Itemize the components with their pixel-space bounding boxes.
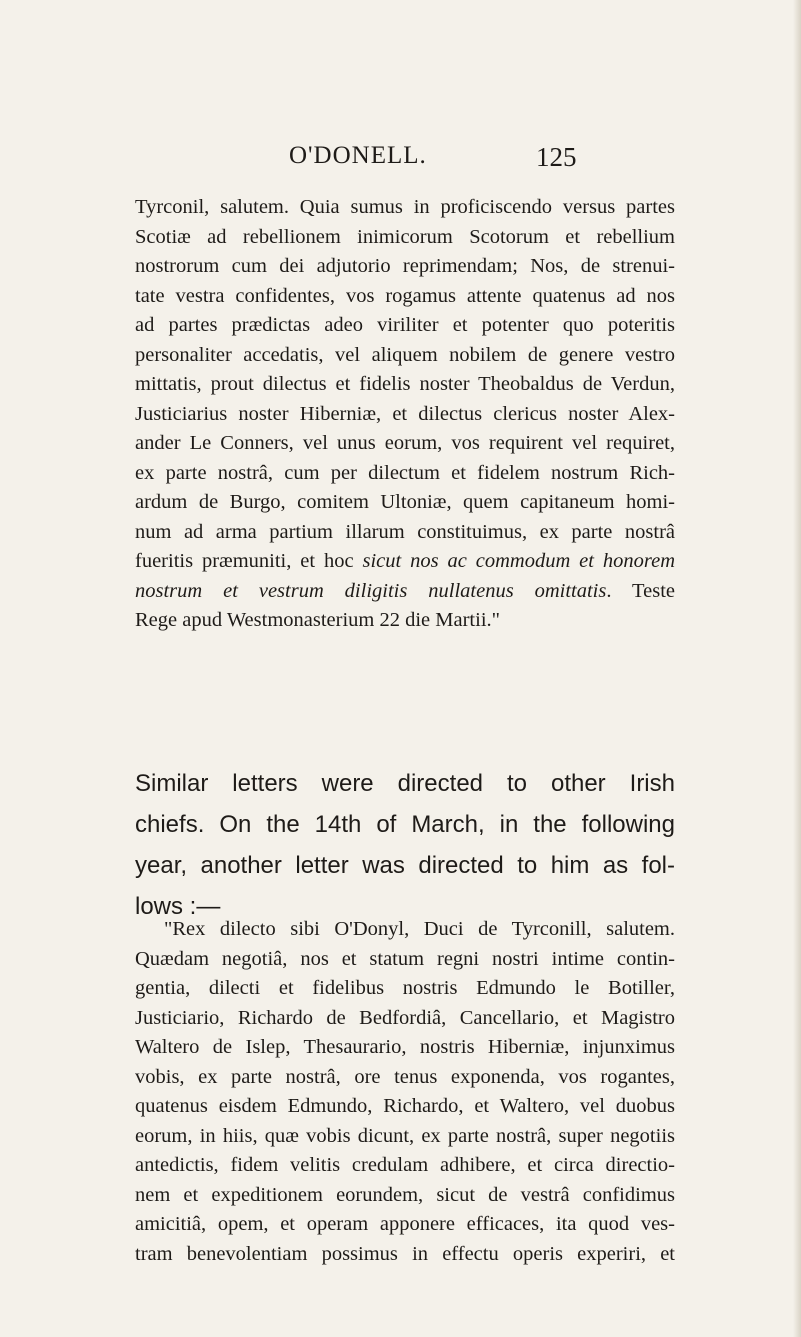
text-line: eorum, in hiis, quæ vobis dicunt, ex parte nostrâ, super negotiis: [135, 1124, 675, 1147]
text-line: Quædam negotiâ, nos et statum regni nostri intime contin-: [135, 947, 675, 970]
text-line: personaliter accedatis, vel aliquem nobilem de genere vestro: [135, 343, 675, 366]
second-letter-paragraph: [135, 915, 675, 1269]
text-line: Scotiæ ad rebellionem inimicorum Scotorum et rebellium: [135, 225, 675, 248]
text-line: ex parte nostrâ, cum per dilectum et fidelem nostrum Rich-: [135, 461, 675, 484]
text-line: year, another letter was directed to him as fol-: [135, 852, 675, 879]
text-line: ad partes prædictas adeo viriliter et potenter quo poteritis: [135, 314, 675, 336]
text-line: Similar letters were directed to other Irish: [135, 770, 675, 797]
text-line: gentia, dilecti et fidelibus nostris Edmundo le Botiller,: [135, 977, 675, 999]
text-line: Waltero de Islep, Thesaurario, nostris Hiberniæ, injunximus: [135, 1036, 675, 1058]
page-number: 125: [536, 142, 577, 172]
text-line: fueritis præmuniti, et hoc sicut nos ac commodum et honorem: [135, 550, 675, 572]
text-line: tate vestra confidentes, vos rogamus attente quatenus ad nos: [135, 284, 675, 307]
text-line: Tyrconil, salutem. Quia sumus in proficiscendo versus partes: [135, 196, 675, 218]
text-line: mittatis, prout dilectus et fidelis noster Theobaldus de Verdun,: [135, 373, 675, 395]
text-line: nostrum et vestrum diligitis nullatenus omittatis. Teste: [135, 579, 676, 602]
text-line: Justiciarius noster Hiberniæ, et dilectus clericus noster Alex-: [135, 402, 675, 425]
page-edge-shadow: [793, 0, 801, 1337]
text-line: "Rex dilecto sibi O'Donyl, Duci de Tyrconill, salutem.: [164, 918, 675, 940]
text-line: nostrorum cum dei adjutorio reprimendam; Nos, de strenui-: [135, 255, 675, 277]
text-line: amicitiâ, opem, et operam apponere efficaces, ita quod ves-: [135, 1213, 675, 1235]
text-line: num ad arma partium illarum constituimus, ex parte nostrâ: [135, 520, 675, 543]
text-line: tram benevolentiam possimus in effectu operis experiri, et: [135, 1242, 675, 1265]
english-paragraph: [135, 763, 675, 927]
text-line: antedictis, fidem velitis credulam adhibere, et circa directio-: [135, 1154, 675, 1176]
text-line: vobis, ex parte nostrâ, ore tenus exponenda, vos rogantes,: [135, 1065, 675, 1088]
italic-phrase: sicut nos ac commodum et honorem: [362, 550, 675, 572]
page-header: [0, 142, 801, 182]
text-line: ander Le Conners, vel unus eorum, vos requirent vel requiret,: [135, 432, 675, 454]
latin-letter-paragraph: [135, 193, 675, 636]
text-line: ardum de Burgo, comitem Ultoniæ, quem capitaneum homi-: [135, 491, 675, 513]
text-line: quatenus eisdem Edmundo, Richardo, et Waltero, vel duobus: [135, 1095, 675, 1117]
text-line: lows :—: [135, 893, 221, 920]
text-line: Justiciario, Richardo de Bedfordiâ, Cancellario, et Magistro: [135, 1006, 675, 1029]
running-title: O'DONELL.: [289, 142, 427, 169]
text-line: nem et expeditionem eorundem, sicut de vestrâ confidimus: [135, 1183, 675, 1206]
italic-phrase: nostrum et vestrum diligitis nullatenus omittatis: [135, 579, 607, 602]
text-line: Rege apud Westmonasterium 22 die Martii.": [135, 609, 501, 631]
text-line: chiefs. On the 14th of March, in the following: [135, 811, 675, 838]
